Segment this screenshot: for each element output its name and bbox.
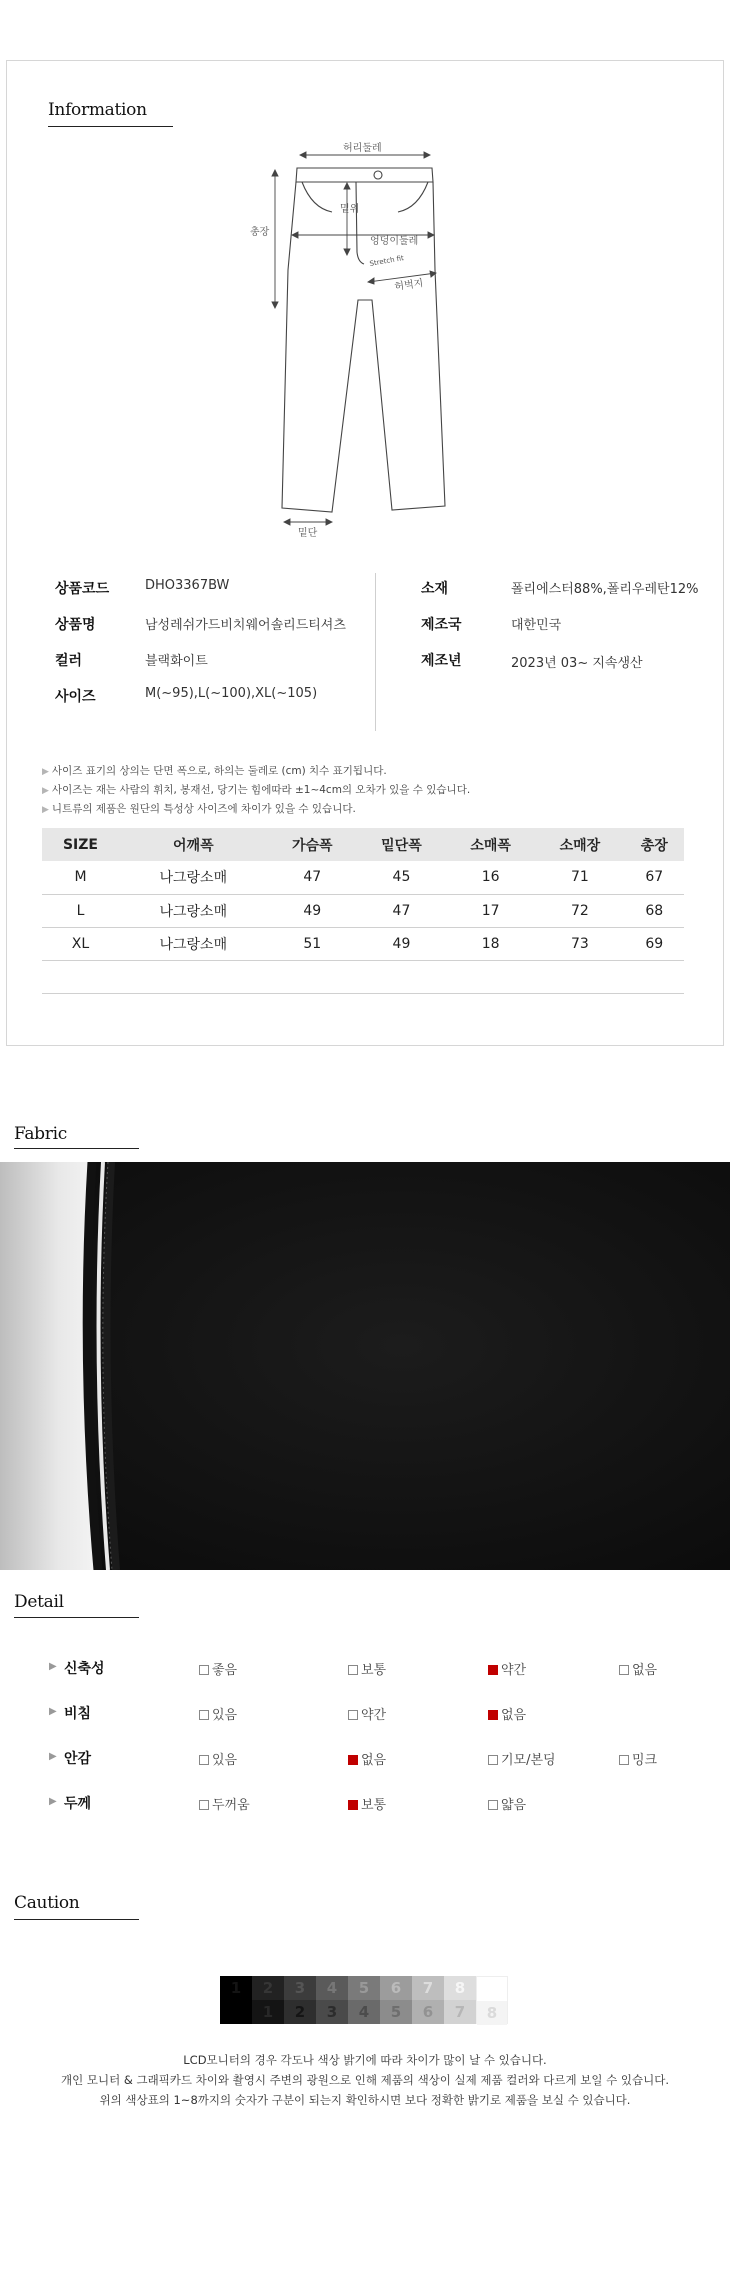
checkbox-icon	[619, 1665, 629, 1675]
triangle-bullet-icon: ▶	[49, 1751, 57, 1762]
detail-option: 좋음	[199, 1659, 237, 1678]
spec-value: 대한민국	[511, 618, 562, 633]
rise-label: 밑위	[340, 204, 360, 215]
fabric-closeup-image	[0, 1162, 730, 1570]
caution-line: 개인 모니터 & 그래픽카드 차이와 촬영시 주변의 광원으로 인해 제품의 색상이 실제 제품 컬러와 다르게 보일 수 있습니다.	[61, 2073, 669, 2087]
detail-option: 없음	[619, 1659, 657, 1678]
note-line: ▶ 니트류의 제품은 원단의 특성상 사이즈에 차이가 있을 수 있습니다.	[42, 803, 356, 815]
spec-key: 소재	[421, 581, 449, 597]
checkbox-icon	[199, 1665, 209, 1675]
detail-label: 두께	[64, 1796, 92, 1812]
table-cell: 16	[446, 861, 535, 894]
detail-title-underline	[14, 1617, 139, 1618]
table-cell: 나그랑소매	[119, 894, 268, 927]
detail-option: 있음	[199, 1704, 237, 1723]
checkbox-icon	[488, 1755, 498, 1765]
detail-label: 안감	[64, 1751, 92, 1767]
table-cell: 73	[535, 927, 624, 960]
caution-text	[0, 2050, 730, 2110]
stitch-label: Stretch fit	[368, 254, 405, 268]
table-row	[42, 927, 684, 960]
column-header: 가슴폭	[268, 828, 357, 861]
checkbox-checked-icon	[348, 1800, 358, 1810]
spec-key: 상품명	[55, 617, 96, 633]
spec-key: 사이즈	[55, 689, 96, 705]
checkbox-checked-icon	[488, 1665, 498, 1675]
triangle-bullet-icon: ▶	[42, 767, 49, 777]
table-cell: 68	[624, 894, 684, 927]
fabric-title: Fabric	[14, 1124, 67, 1144]
spec-key: 제조년	[421, 653, 462, 669]
checkbox-icon	[199, 1710, 209, 1720]
thigh-label: 허벅지	[393, 278, 425, 293]
detail-option: 보통	[348, 1794, 386, 1813]
fabric-title-underline	[14, 1148, 139, 1149]
table-cell: 나그랑소매	[119, 861, 268, 894]
spec-key: 컬러	[55, 653, 83, 669]
table-cell: 17	[446, 894, 535, 927]
spec-value: 남성레쉬가드비치웨어솔리드티셔츠	[145, 618, 346, 633]
column-header: 밑단폭	[357, 828, 446, 861]
note-line: ▶ 사이즈 표기의 상의는 단면 폭으로, 하의는 둘레로 (cm) 치수 표기됩니다.	[42, 765, 387, 777]
detail-row-thickness	[0, 1793, 730, 1817]
detail-option: 얇음	[488, 1794, 526, 1813]
detail-option: 보통	[348, 1659, 386, 1678]
spec-value: 2023년 03~ 지속생산	[511, 656, 643, 671]
triangle-bullet-icon: ▶	[49, 1706, 57, 1717]
column-header: 총장	[624, 828, 684, 861]
detail-option: 기모/본딩	[488, 1749, 556, 1768]
detail-option: 없음	[348, 1749, 386, 1768]
table-cell: 71	[535, 861, 624, 894]
detail-option: 밍크	[619, 1749, 657, 1768]
detail-option: 있음	[199, 1749, 237, 1768]
detail-option: 약간	[488, 1659, 526, 1678]
detail-label: 신축성	[64, 1661, 105, 1677]
pants-size-diagram	[240, 140, 480, 540]
triangle-bullet-icon: ▶	[42, 805, 49, 815]
spec-value: DHO3367BW	[145, 578, 230, 593]
caution-title: Caution	[14, 1893, 80, 1913]
table-cell: M	[42, 861, 119, 894]
detail-title: Detail	[14, 1592, 64, 1612]
spec-key: 상품코드	[55, 581, 110, 597]
brightness-swatch: 8 7	[444, 1976, 476, 2024]
brightness-swatch: 7 6	[412, 1976, 444, 2024]
brightness-swatch: 6 5	[380, 1976, 412, 2024]
triangle-bullet-icon: ▶	[49, 1661, 57, 1672]
triangle-bullet-icon: ▶	[42, 786, 49, 796]
table-cell: 18	[446, 927, 535, 960]
table-cell: 51	[268, 927, 357, 960]
table-cell: 49	[268, 894, 357, 927]
detail-option: 없음	[488, 1704, 526, 1723]
detail-option: 두꺼움	[199, 1794, 250, 1813]
checkbox-icon	[199, 1800, 209, 1810]
spec-value: M(~95),L(~100),XL(~105)	[145, 686, 318, 701]
table-cell: 69	[624, 927, 684, 960]
brightness-swatch: 8	[476, 1976, 508, 2024]
table-cell: L	[42, 894, 119, 927]
column-header: SIZE	[42, 828, 119, 861]
column-header: 소매장	[535, 828, 624, 861]
brightness-swatch: 1	[220, 1976, 252, 2024]
checkbox-icon	[348, 1665, 358, 1675]
brightness-swatch: 3 2	[284, 1976, 316, 2024]
spec-value: 폴리에스터88%,폴리우레탄12%	[511, 582, 699, 597]
size-table	[42, 828, 684, 961]
checkbox-icon	[488, 1800, 498, 1810]
table-cell: XL	[42, 927, 119, 960]
spec-key: 제조국	[421, 617, 462, 633]
column-header: 어깨폭	[119, 828, 268, 861]
caution-title-underline	[14, 1919, 139, 1920]
table-row	[42, 861, 684, 894]
table-cell: 72	[535, 894, 624, 927]
detail-row-stretch	[0, 1658, 730, 1682]
information-title: Information	[48, 100, 147, 120]
table-cell: 나그랑소매	[119, 927, 268, 960]
table-cell: 47	[268, 861, 357, 894]
caution-line: LCD모니터의 경우 각도나 색상 밝기에 따라 차이가 많이 날 수 있습니다.	[183, 2053, 547, 2067]
brightness-test-swatches	[220, 1976, 508, 2024]
hem-label: 밑단	[298, 528, 318, 539]
size-table-header	[42, 828, 684, 861]
table-bottom-rule	[42, 993, 684, 994]
spec-divider	[375, 573, 376, 731]
detail-row-transparency	[0, 1703, 730, 1727]
checkbox-icon	[199, 1755, 209, 1765]
hip-label: 엉덩이둘레	[370, 236, 419, 247]
size-notes	[42, 762, 470, 819]
brightness-swatch: 5 4	[348, 1976, 380, 2024]
caution-line: 위의 색상표의 1~8까지의 숫자가 구분이 되는지 확인하시면 보다 정확한 밝기로 제품을 보실 수 있습니다.	[99, 2093, 631, 2107]
brightness-swatch: 4 3	[316, 1976, 348, 2024]
brightness-swatch: 2 1	[252, 1976, 284, 2024]
table-cell: 45	[357, 861, 446, 894]
table-cell: 47	[357, 894, 446, 927]
column-header: 소매폭	[446, 828, 535, 861]
checkbox-checked-icon	[488, 1710, 498, 1720]
checkbox-checked-icon	[348, 1755, 358, 1765]
information-title-underline	[48, 126, 173, 127]
waist-label: 허리둘레	[343, 143, 382, 154]
length-label: 총장	[250, 227, 270, 238]
detail-option: 약간	[348, 1704, 386, 1723]
note-line: ▶ 사이즈는 재는 사람의 휘치, 봉재선, 당기는 힘에따라 ±1~4cm의 오차가 있을 수 있습니다.	[42, 784, 471, 796]
triangle-bullet-icon: ▶	[49, 1796, 57, 1807]
checkbox-icon	[619, 1755, 629, 1765]
detail-label: 비침	[64, 1706, 92, 1722]
table-cell: 67	[624, 861, 684, 894]
checkbox-icon	[348, 1710, 358, 1720]
table-cell: 49	[357, 927, 446, 960]
spec-value: 블랙화이트	[145, 654, 208, 669]
detail-row-lining	[0, 1748, 730, 1772]
table-row	[42, 894, 684, 927]
